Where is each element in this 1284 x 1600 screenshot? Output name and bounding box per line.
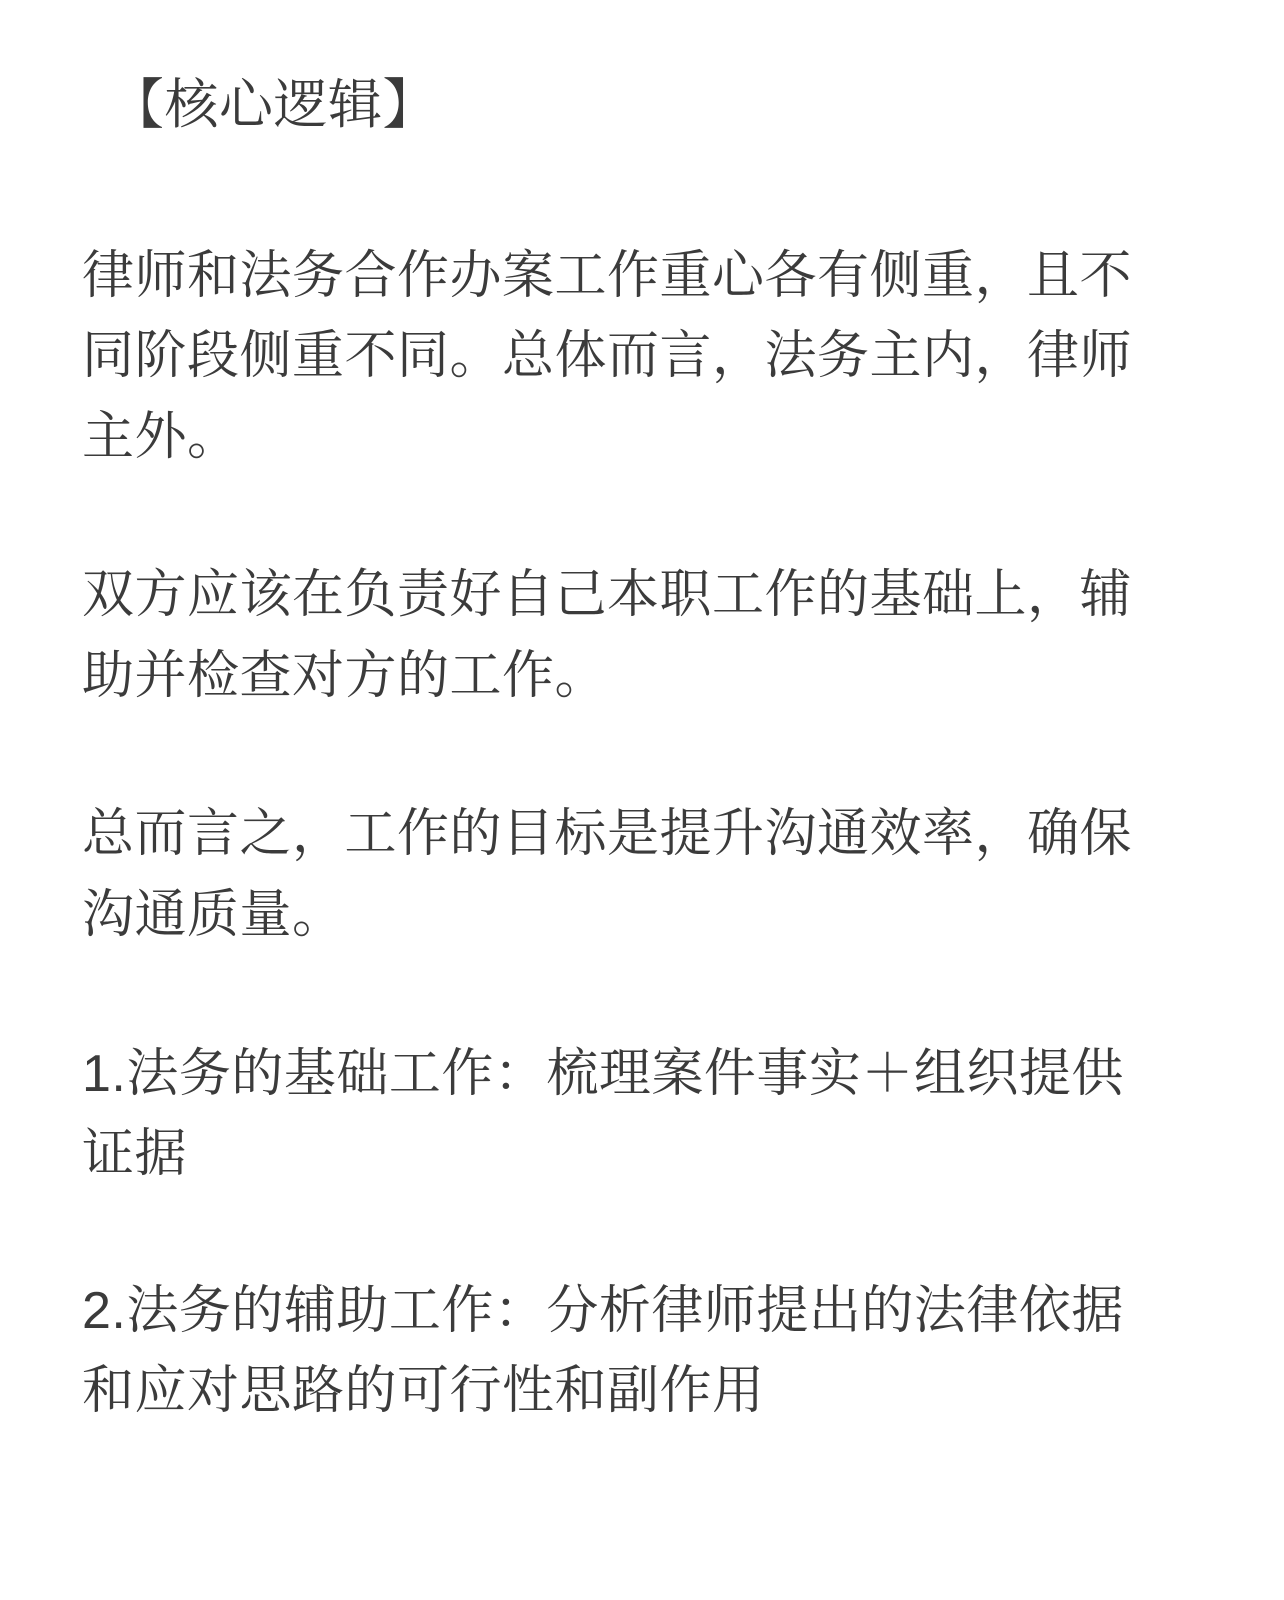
paragraph-goal: 总而言之，工作的目标是提升沟通效率，确保沟通质量。 bbox=[82, 805, 1133, 945]
paragraph-core-focus: 律师和法务合作办案工作重心各有侧重，且不同阶段侧重不同。总体而言，法务主内，律师主外。 bbox=[82, 246, 1133, 466]
paragraph-mutual-assist: 双方应该在负责好自己本职工作的基础上，辅助并检查对方的工作。 bbox=[82, 566, 1133, 705]
page-title: 【核心逻辑】 bbox=[110, 75, 437, 135]
list-item-1-basic-work: 1.法务的基础工作：梳理案件事实＋组织提供证据 bbox=[82, 1044, 1124, 1184]
list-item-2-support-work: 2.法务的辅助工作：分析律师提出的法律依据和应对思路的可行性和副作用 bbox=[82, 1281, 1124, 1421]
